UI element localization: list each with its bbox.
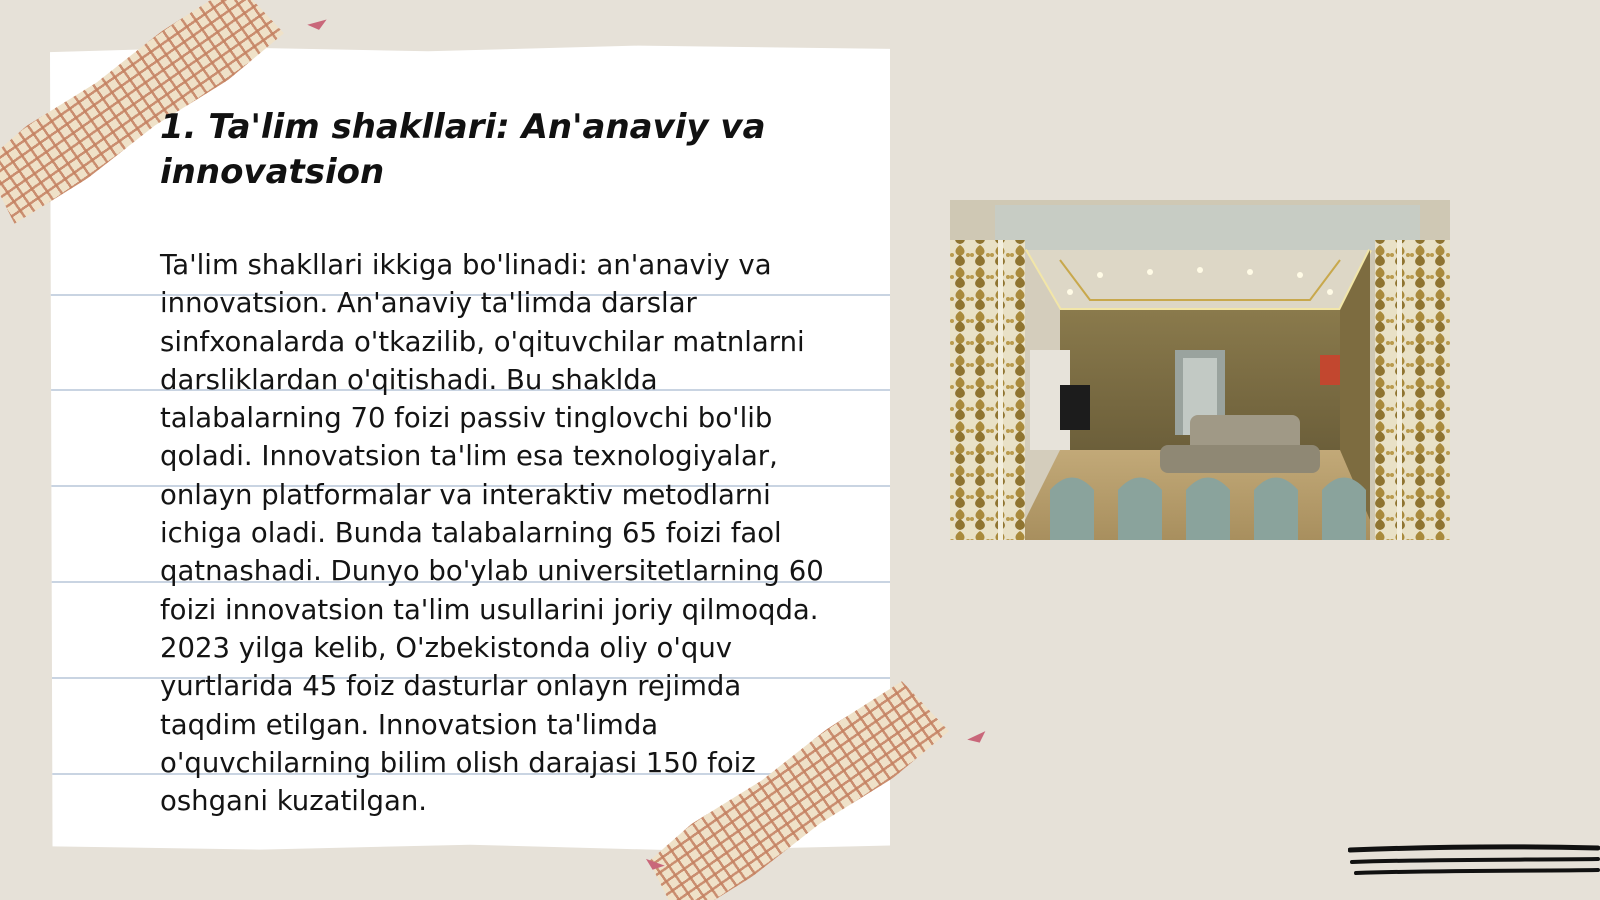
interior-room-photo [950,200,1450,540]
slide-title: 1. Ta'lim shakllari: An'anaviy va innovatsion [160,107,766,192]
pin-decoration [967,731,989,747]
slide-body-text: Ta'lim shakllari ikkiga bo'linadi: an'anaviy va innovatsion. An'anaviy ta'limda darslar sinfxonalarda o'tkazilib, o'qituvchilar matnlarni darsliklardan o'qitishadi. Bu shaklda talabalarning 70 foizi passiv tinglovchi bo'lib qoladi. Innovatsion ta'lim esa texnologiyalar, onlayn platformalar va interaktiv metodlarni ichiga oladi. Bunda talabalarning 65 foizi faol qatnashadi. Dunyo bo'ylab universitetlarning 60 foizi innovatsion ta'lim usullarini joriy qilmoqda. 2023 yilga kelib, O'zbekistonda oliy o'quv yurtlarida 45 foiz dasturlar onlayn rejimda taqdim etilgan. Innovatsion ta'limda o'quvchilarning bilim olish darajasi 150 foiz oshgani kuzatilgan. [160,249,824,818]
brush-stroke-decoration [1348,842,1600,882]
pin-decoration [307,20,328,33]
